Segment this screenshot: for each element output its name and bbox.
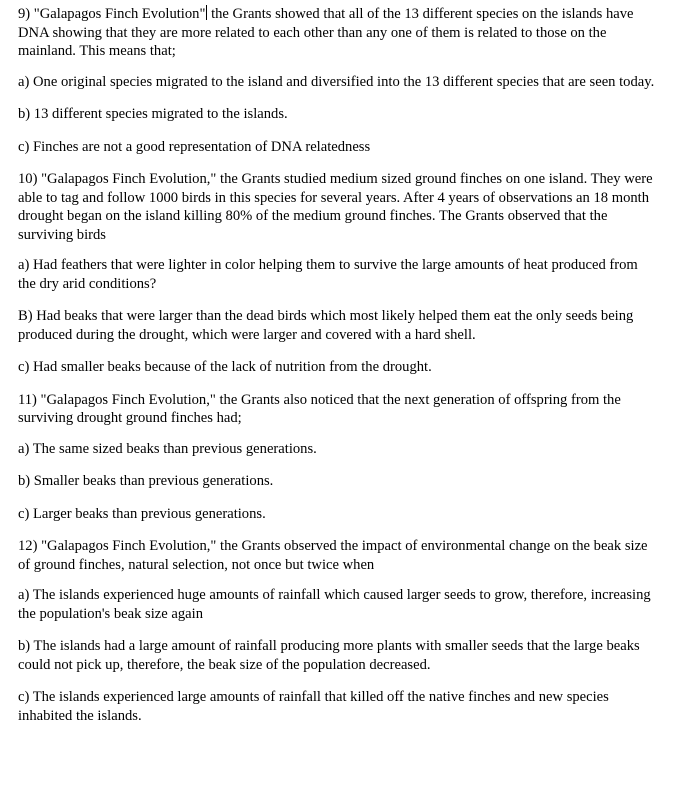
question-12-option-a: a) The islands experienced huge amounts of rainfall which caused larger seeds to grow, therefore, increasing the population's beak size again — [18, 587, 651, 622]
question-9-option-b: b) 13 different species migrated to the islands. — [18, 106, 288, 122]
document-body — [18, 5, 658, 725]
question-11-option-b: b) Smaller beaks than previous generations. — [18, 473, 274, 489]
question-9-stem-start: 9) "Galapagos Finch Evolution" — [18, 6, 206, 22]
question-10-option-c: c) Had smaller beaks because of the lack of nutrition from the drought. — [18, 359, 432, 375]
question-9-option-a: a) One original species migrated to the island and diversified into the 13 different species that are seen today. — [18, 73, 655, 90]
question-9-stem — [18, 5, 658, 61]
question-9-stem-rest: the Grants showed that all of the 13 different species on the islands have DNA showing that they are more related to each other than any one of them is related to those on the mainland. This means that; — [18, 6, 634, 59]
question-10-option-b: B) Had beaks that were larger than the dead birds which most likely helped them eat the only seeds being produced during the drought, which were larger and covered with a hard shell. — [18, 308, 634, 343]
question-11-option-c: c) Larger beaks than previous generations. — [18, 505, 266, 522]
question-11-stem: 11) "Galapagos Finch Evolution," the Grants also noticed that the next generation of offspring from the surviving drought ground finches had; — [18, 391, 621, 426]
question-12-stem: 12) "Galapagos Finch Evolution," the Grants observed the impact of environmental change on the beak size of ground finches, natural selection, not once but twice when — [18, 538, 648, 573]
question-12-option-b: b) The islands had a large amount of rainfall producing more plants with smaller seeds that the large beaks could not pick up, therefore, the beak size of the population decreased. — [18, 638, 640, 673]
question-10-stem: 10) "Galapagos Finch Evolution," the Grants studied medium sized ground finches on one island. They were able to tag and follow 1000 birds in this species for several years. After 4 years of observations an 18 month drought began on the island killing 80% of the medium ground finches. The Grants observed that the surviving birds — [18, 171, 653, 243]
question-9-option-c: c) Finches are not a good representation of DNA relatedness — [18, 138, 371, 155]
question-10-option-a: a) Had feathers that were lighter in color helping them to survive the large amounts of heat produced from the dry arid conditions? — [18, 257, 638, 292]
question-12-option-c: c) The islands experienced large amounts of rainfall that killed off the native finches and new species inhabited the islands. — [18, 689, 609, 724]
question-11-option-a: a) The same sized beaks than previous generations. — [18, 440, 317, 457]
